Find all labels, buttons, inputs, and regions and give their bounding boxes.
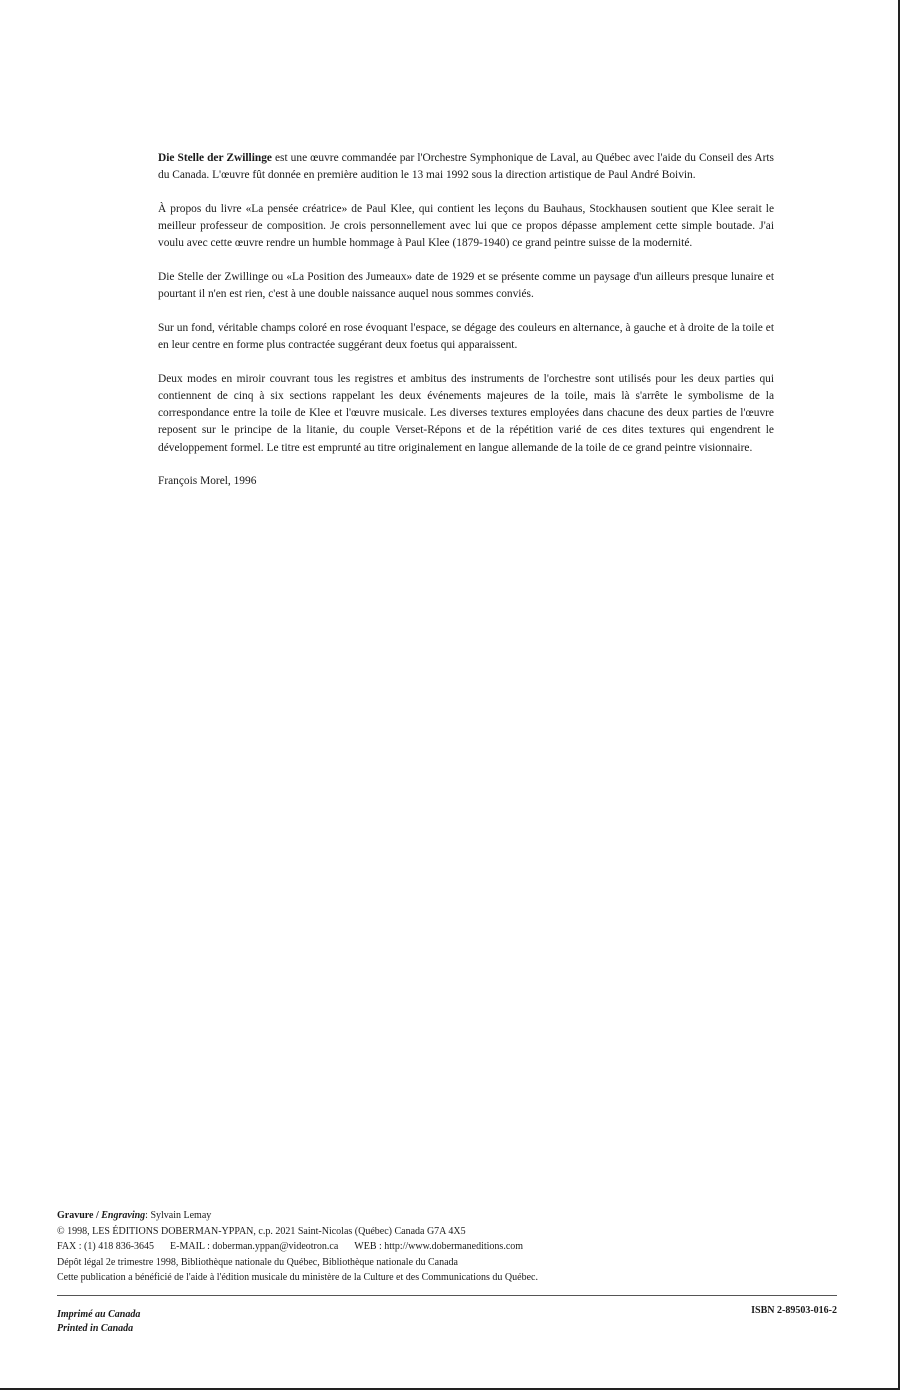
notes-paragraph-1 (158, 150, 774, 184)
publisher-footer (57, 1208, 837, 1286)
engraving-credit (57, 1208, 837, 1224)
fax-number: FAX : (1) 418 836-3645 (57, 1241, 155, 1253)
notes-paragraph-1-text: est une œuvre commandée par l'Orchestre Symphonique de Laval, au Québec avec l'aide du Conseil des Arts du Canada. L'œuvre fût donnée en première audition le 13 mai 1992 sous la direction artistique de Paul André Boivin. (158, 152, 774, 182)
printed-in-fr: Imprimé au Canada (57, 1309, 141, 1320)
engraver-name: : Sylvain Lemay (145, 1210, 212, 1221)
website-url: WEB : http://www.dobermaneditions.com (354, 1241, 524, 1253)
program-notes (158, 150, 774, 507)
footer-divider (57, 1295, 837, 1296)
legal-deposit-line: Dépôt légal 2e trimestre 1998, Bibliothèque nationale du Québec, Bibliothèque nationale du Canada (57, 1256, 458, 1268)
work-title: Die Stelle der Zwillinge (158, 152, 272, 164)
notes-paragraph-3: Die Stelle der Zwillinge ou «La Position des Jumeaux» date de 1929 et se présente comme un paysage d'un ailleurs presque lunaire et pourtant il n'en est rien, c'est à une double naissance auquel nous sommes conviés. (158, 271, 774, 301)
printed-in (57, 1308, 140, 1336)
isbn: ISBN 2-89503-016-2 (751, 1305, 837, 1316)
engraving-label-en: Engraving (101, 1210, 146, 1221)
notes-paragraph-5: Deux modes en miroir couvrant tous les registres et ambitus des instruments de l'orchestre sont utilisés pour les deux parties qui contiennent de cinq à six sections rappelant les deux événements majeures de la toile, mais là s'arrête le symbolisme de la correspondance entre la toile de Klee et l'œuvre musicale. Les diverses textures employées dans chacune des deux parties de l'œuvre reposent sur le principe de la litanie, du couple Verset-Répons et de la répétition varié de ces dites textures qui engendrent le développement formel. Le titre est emprunté au titre originalement en langue allemande de la toile de ce grand peintre visionnaire. (158, 372, 774, 454)
printed-in-en: Printed in Canada (57, 1323, 134, 1334)
contact-line (57, 1239, 837, 1255)
notes-signature: François Morel, 1996 (158, 475, 257, 488)
email-address: E-MAIL : doberman.yppan@videotron.ca (170, 1241, 339, 1253)
notes-paragraph-2: À propos du livre «La pensée créatrice» de Paul Klee, qui contient les leçons du Bauhaus, Stockhausen soutient que Klee serait le meilleur professeur de composition. Je crois personnellement avec lui que ce propos dépasse amplement cette simple boutade. J'ai voulu avec cette œuvre rendre un humble hommage à Paul Klee (1879-1940) ce grand peintre suisse de la modernité. (158, 202, 774, 250)
engraving-separator: / (93, 1210, 102, 1221)
notes-paragraph-4: Sur un fond, véritable champs coloré en rose évoquant l'espace, se dégage des couleurs en alternance, à gauche et à droite de la toile et en leur centre en forme plus contractée suggérant deux foetus qui apparaissent. (158, 321, 774, 352)
funding-line: Cette publication a bénéficié de l'aide à l'édition musicale du ministère de la Culture et des Communications du Québec. (57, 1272, 538, 1284)
engraving-label-fr: Gravure (57, 1210, 94, 1221)
copyright-line: © 1998, LES ÉDITIONS DOBERMAN-YPPAN, c.p. 2021 Saint-Nicolas (Québec) Canada G7A 4X5 (57, 1225, 466, 1237)
